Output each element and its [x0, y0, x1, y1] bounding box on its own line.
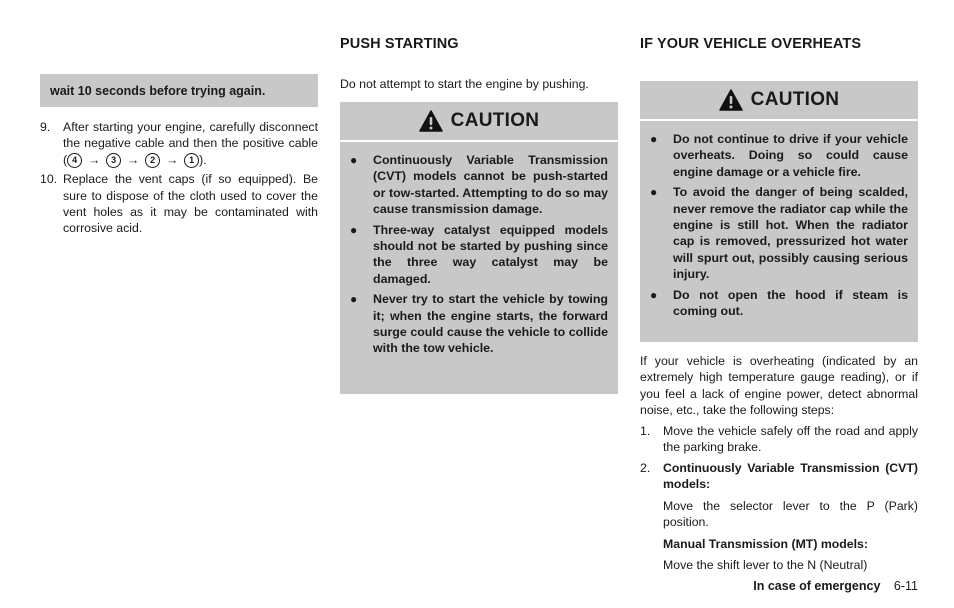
caution-text: Do not continue to drive if your vehicle overheats. Doing so could cause engine damage or a vehicle fire. — [673, 132, 908, 179]
bullet-icon: ● — [350, 292, 358, 307]
item-text: Move the vehicle safely off the road and apply the parking brake. — [663, 424, 918, 455]
caution-title: CAUTION — [750, 89, 840, 110]
page-number: 6-11 — [893, 579, 918, 593]
caution-text: Continuously Variable Transmission (CVT) models cannot be push-started or tow-started. Attempting to do so may cause transmission damage. — [373, 153, 608, 217]
caution-header — [640, 81, 918, 121]
step-subheading: Continuously Variable Transmission (CVT) models: — [663, 460, 918, 492]
caution-text: Do not open the hood if steam is coming out. — [673, 287, 908, 319]
overheat-intro: If your vehicle is overheating (indicated by an extremely high temperature gauge reading), or if you feel a lack of engine power, detect abnormal noise, etc., take the following steps: — [640, 354, 918, 418]
caution-item — [340, 291, 608, 357]
step-list — [40, 119, 318, 237]
item-text-end: ). — [199, 152, 207, 167]
caution-title: CAUTION — [450, 110, 540, 131]
circled-number: 3 — [106, 153, 121, 168]
caution-text: Three-way catalyst equipped models should not be started by pushing since the three way catalyst may be damaged. — [373, 222, 608, 286]
circled-number: 1 — [184, 153, 199, 168]
section-heading: PUSH STARTING — [340, 36, 459, 52]
caution-list — [640, 121, 918, 319]
caution-header — [340, 102, 618, 142]
arrow-icon: → — [165, 152, 179, 167]
cvt-instruction: Move the selector lever to the P (Park) position. — [663, 499, 918, 530]
bullet-icon: ● — [650, 287, 658, 302]
list-item — [640, 460, 918, 493]
caution-item — [640, 287, 908, 320]
caution-list — [340, 142, 618, 357]
list-item — [40, 119, 318, 168]
page-footer — [753, 579, 918, 593]
item-number: 2. — [640, 460, 651, 475]
circled-number: 4 — [67, 153, 82, 168]
bullet-icon: ● — [650, 185, 658, 200]
bullet-icon: ● — [350, 222, 358, 237]
item-number: 1. — [640, 424, 651, 438]
caution-item — [640, 131, 908, 180]
overheat-steps — [640, 423, 918, 498]
item-number: 10. — [40, 172, 58, 187]
list-item — [640, 423, 918, 456]
warning-triangle-icon — [419, 110, 443, 132]
step-detail — [640, 498, 918, 574]
caution-item — [640, 184, 908, 282]
item-text: Replace the vent caps (if so equipped). Be sure to dispose of the cloth used to cover the vent holes as it may be contaminated with corrosive acid. — [63, 172, 318, 236]
arrow-icon: → — [87, 152, 101, 167]
note-box-text: wait 10 seconds before trying again. — [50, 84, 266, 98]
bullet-icon: ● — [650, 132, 658, 146]
list-item — [40, 171, 318, 237]
mt-instruction: Move the shift lever to the N (Neutral) — [663, 558, 868, 573]
mt-subheading: Manual Transmission (MT) models: — [663, 536, 868, 551]
arrow-icon: → — [126, 152, 140, 167]
section-heading: IF YOUR VEHICLE OVERHEATS — [640, 36, 862, 52]
caution-text: To avoid the danger of being scalded, never remove the radiator cap while the engine is still hot. When the radiator cap is removed, pressurized hot water will spurt out, possibly causing serious injury. — [673, 185, 908, 282]
bullet-icon: ● — [350, 153, 358, 167]
circled-number: 2 — [145, 153, 160, 168]
footer-section: In case of emergency — [753, 579, 881, 593]
caution-text: Never try to start the vehicle by towing it; when the engine starts, the forward surge could cause the vehicle to collide with the tow vehicle. — [373, 292, 608, 356]
caution-box — [640, 81, 918, 342]
note-box — [40, 74, 318, 107]
item-number: 9. — [40, 120, 51, 134]
caution-box — [340, 102, 618, 394]
intro-paragraph: Do not attempt to start the engine by pushing. — [340, 77, 589, 91]
warning-triangle-icon — [719, 89, 743, 111]
item-text: After starting your engine, carefully disconnect the negative cable and then the positive cable ( — [63, 120, 318, 167]
caution-item — [340, 222, 608, 288]
caution-item — [340, 152, 608, 218]
